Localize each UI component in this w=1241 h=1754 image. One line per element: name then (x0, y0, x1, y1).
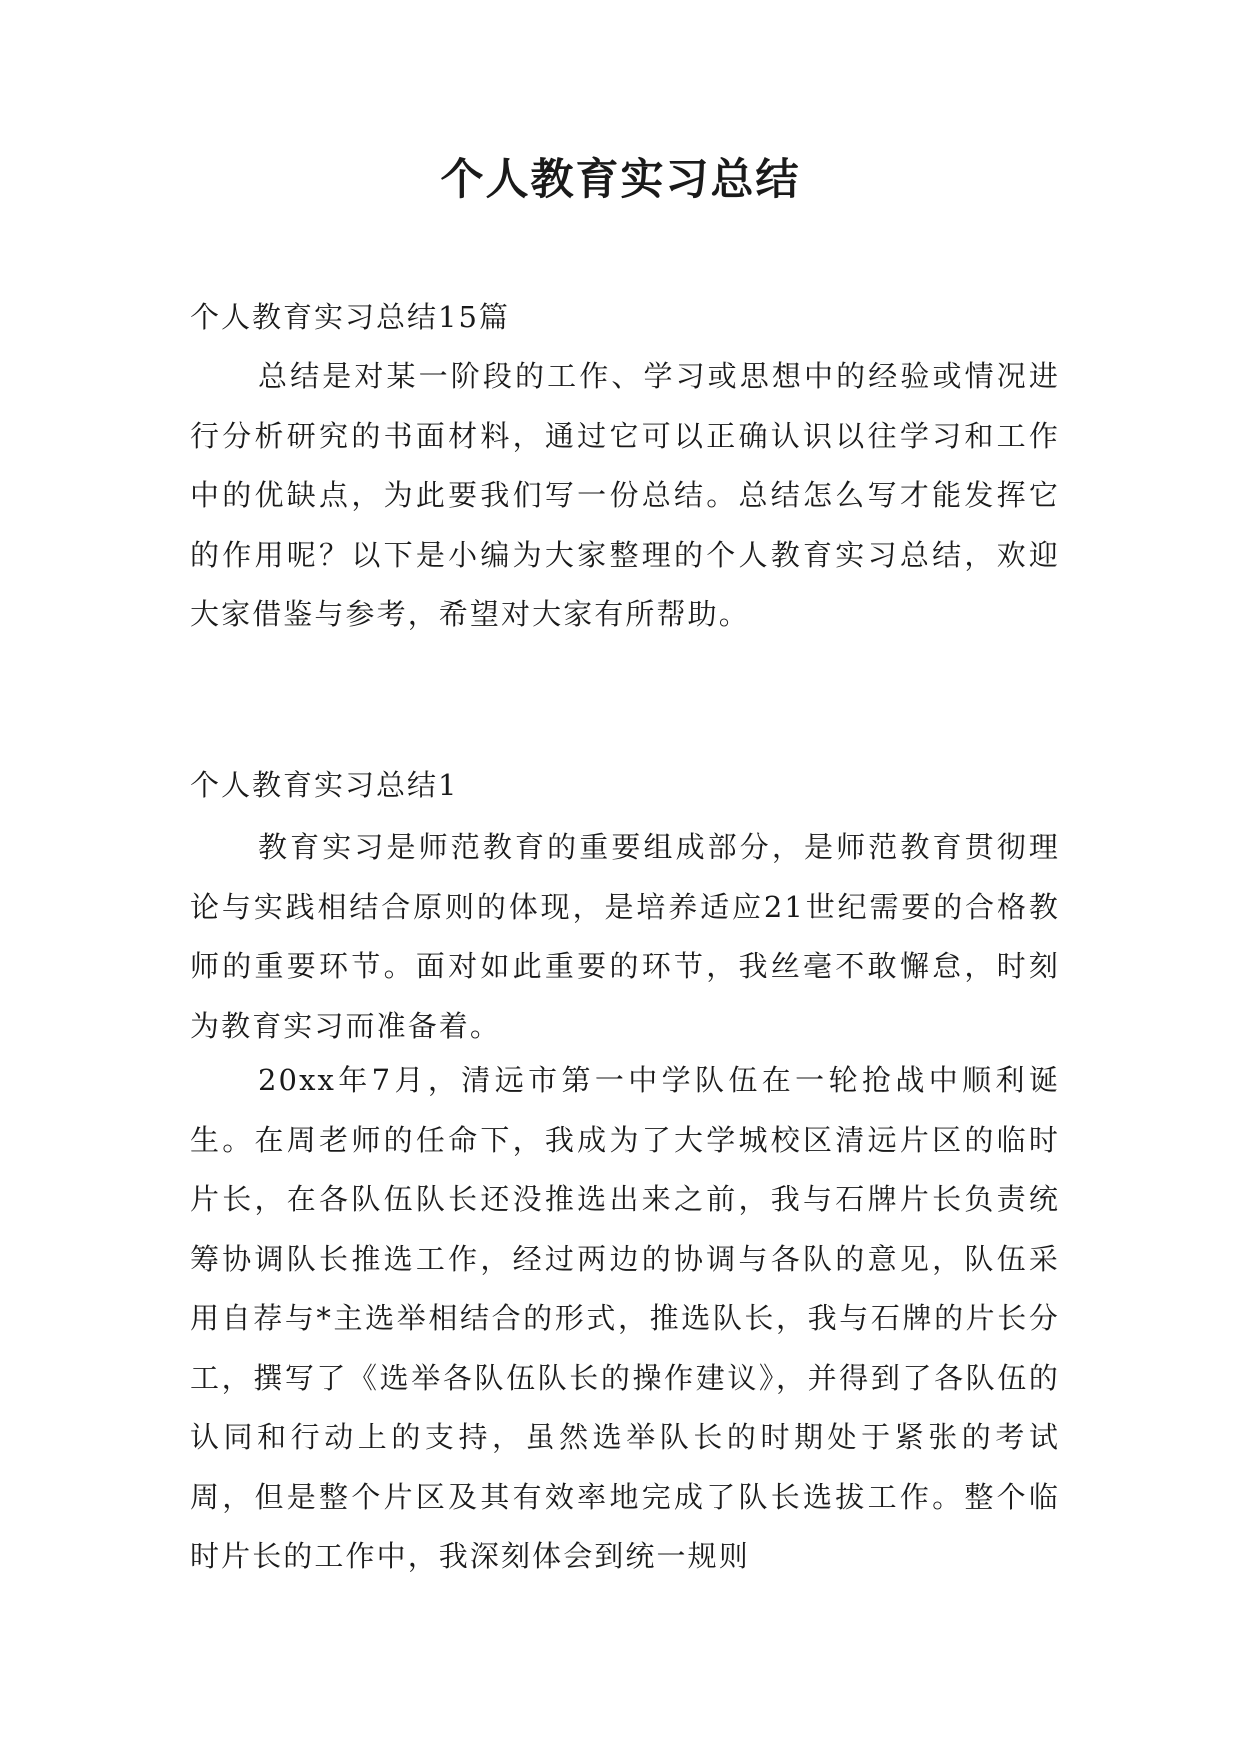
intro-paragraph: 总结是对某一阶段的工作、学习或思想中的经验或情况进行分析研究的书面材料，通过它可以正确认识以往学习和工作中的优缺点，为此要我们写一份总结。总结怎么写才能发挥它的作用呢？以下是小编为大家整理的个人教育实习总结，欢迎大家借鉴与参考，希望对大家有所帮助。 (190, 359, 1060, 631)
document-subtitle: 个人教育实习总结15篇 (190, 300, 510, 334)
body-paragraph: 20xx年7月，清远市第一中学队伍在一轮抢战中顺利诞生。在周老师的任命下，我成为了大学城校区清远片区的临时片长，在各队伍队长还没推选出来之前，我与石牌片长负责统筹协调队长推选工作，经过两边的协调与各队的意见，队伍采用自荐与*主选举相结合的形式，推选队长，我与石牌的片长分工，撰写了《选举各队伍队长的操作建议》，并得到了各队伍的认同和行动上的支持，虽然选举队长的时期处于紧张的考试周，但是整个片区及其有效率地完成了队长选拔工作。整个临时片长的工作中，我深刻体会到统一规则 (190, 1063, 1060, 1573)
document-title: 个人教育实习总结 (440, 155, 801, 205)
body-paragraph: 教育实习是师范教育的重要组成部分，是师范教育贯彻理论与实践相结合原则的体现，是培养适应21世纪需要的合格教师的重要环节。面对如此重要的环节，我丝毫不敢懈怠，时刻为教育实习而准备着。 (190, 830, 1060, 1043)
section-heading: 个人教育实习总结1 (190, 768, 459, 802)
